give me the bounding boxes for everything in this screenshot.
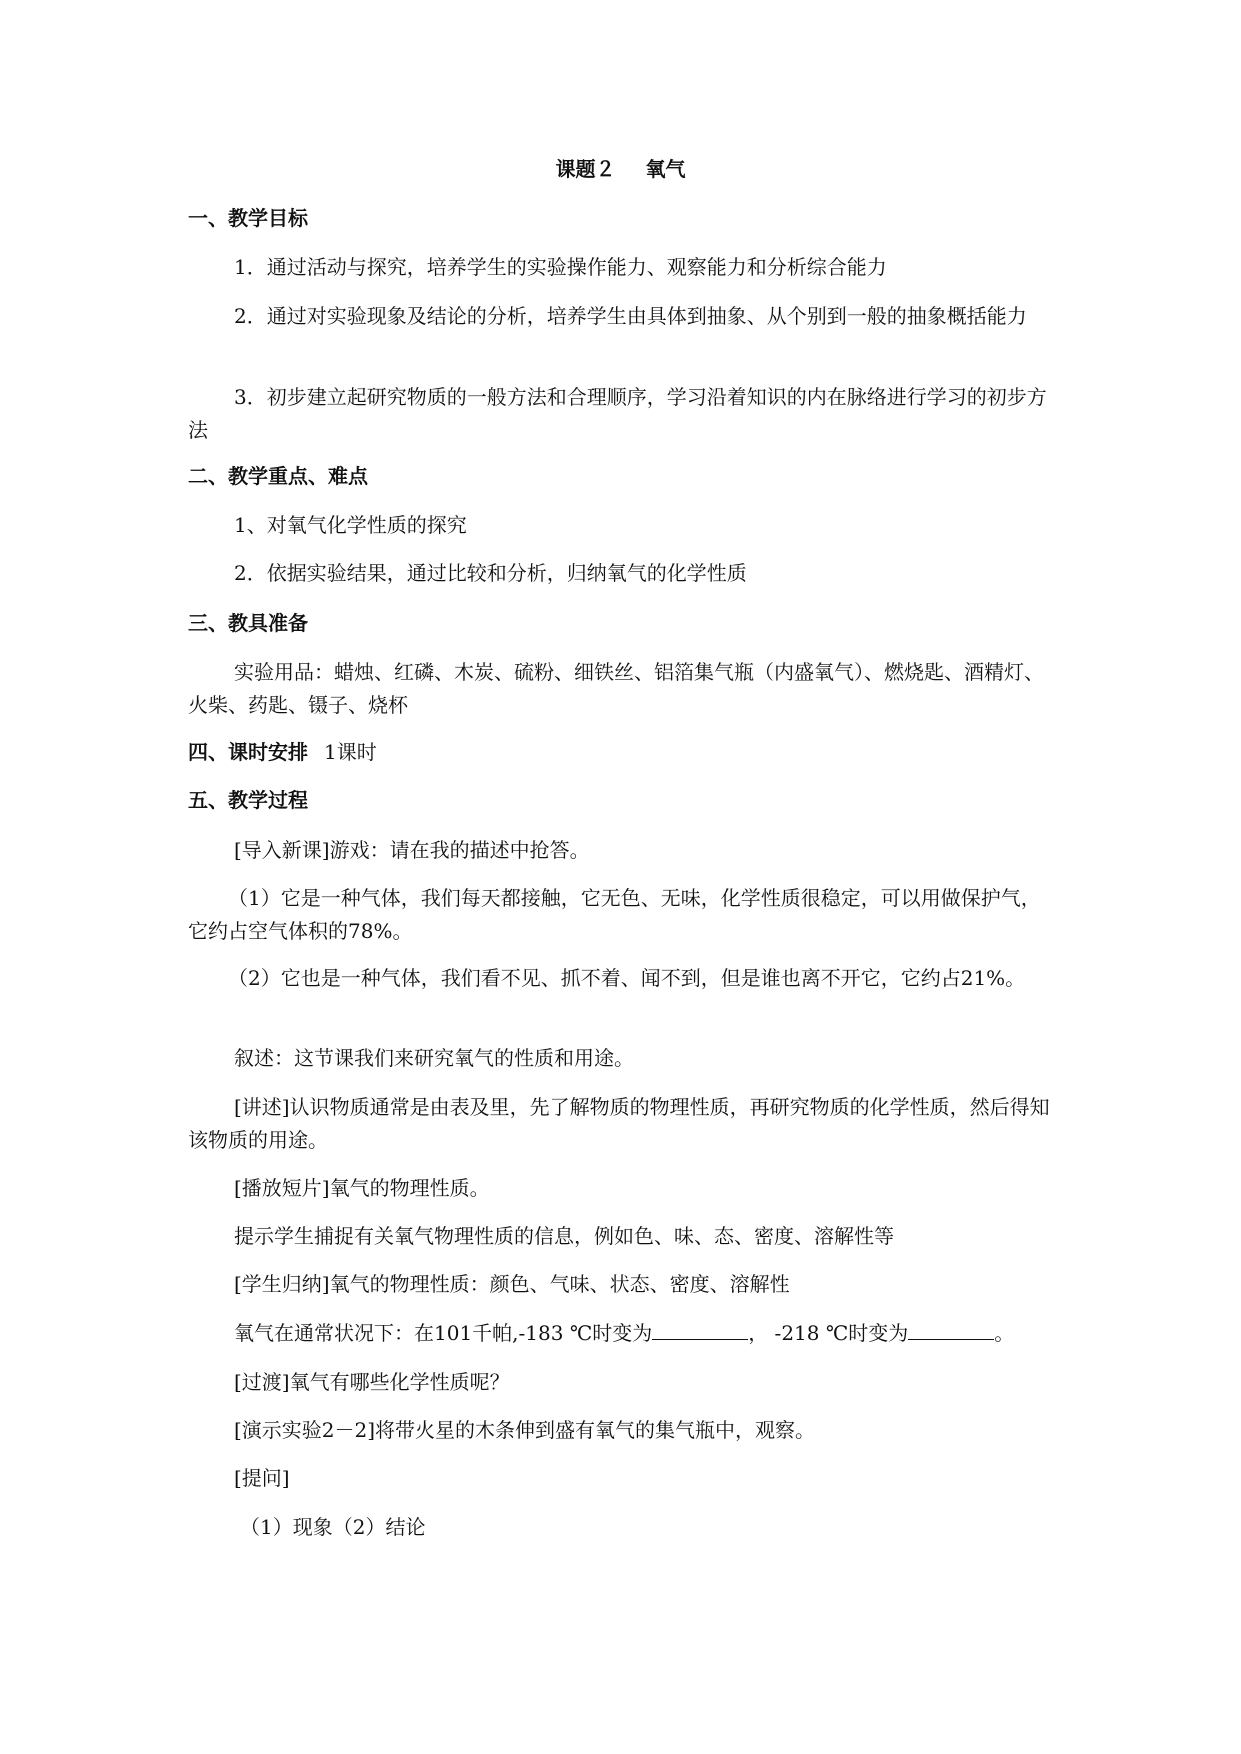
key-point-item: 1、对氧气化学性质的探究 — [234, 513, 467, 537]
fill-in-text: 。 — [994, 1321, 1015, 1345]
section-heading-objectives: 一、教学目标 — [188, 206, 308, 230]
fill-in-text: 氧气在通常状况下：在101千帕,-183 ℃时变为 — [234, 1321, 653, 1345]
fill-in-text: ， -218 ℃时变为 — [748, 1321, 909, 1345]
process-paragraph: [提问] — [234, 1466, 290, 1490]
title-topic: 氧气 — [645, 157, 686, 181]
process-paragraph: [学生归纳]氧气的物理性质：颜色、气味、状态、密度、溶解性 — [234, 1272, 790, 1296]
schedule-heading: 四、课时安排 — [188, 740, 308, 764]
objective-item: 1．通过活动与探究，培养学生的实验操作能力、观察能力和分析综合能力 — [234, 255, 887, 279]
answer-blank[interactable] — [908, 1321, 994, 1340]
key-point-item: 2．依据实验结果，通过比较和分析，归纳氧气的化学性质 — [234, 561, 747, 585]
process-paragraph: （1）它是一种气体，我们每天都接触，它无色、无味，化学性质很稳定，可以用做保护气，它约占空气体积的78%。 — [188, 886, 1041, 943]
process-paragraph: [播放短片]氧气的物理性质。 — [234, 1176, 490, 1200]
process-paragraph: （1）现象（2）结论 — [240, 1515, 426, 1539]
process-paragraph: （2）它也是一种气体，我们看不见、抓不着、闻不到，但是谁也离不开它，它约占21%。 — [228, 966, 1026, 990]
objective-item: 3．初步建立起研究物质的一般方法和合理顺序，学习沿着知识的内在脉络进行学习的初步方法 — [188, 385, 1047, 442]
objective-item: 2．通过对实验现象及结论的分析，培养学生由具体到抽象、从个别到一般的抽象概括能力 — [234, 304, 1027, 328]
section-heading-schedule — [188, 737, 377, 767]
materials-list: 实验用品：蜡烛、红磷、木炭、硫粉、细铁丝、铝箔集气瓶（内盛氧气）、燃烧匙、酒精灯、火柴、药匙、镊子、烧杯 — [188, 660, 1044, 717]
fill-in-sentence — [234, 1317, 1064, 1350]
title-label: 课题２ — [555, 157, 616, 181]
page-title — [0, 153, 1241, 182]
answer-blank[interactable] — [652, 1321, 748, 1340]
section-heading-key-points: 二、教学重点、难点 — [188, 464, 368, 488]
schedule-value: 1课时 — [324, 740, 377, 764]
section-heading-process: 五、教学过程 — [188, 788, 308, 812]
process-paragraph: 叙述：这节课我们来研究氧气的性质和用途。 — [234, 1046, 634, 1070]
process-paragraph: [演示实验2－2]将带火星的木条伸到盛有氧气的集气瓶中，观察。 — [234, 1418, 816, 1442]
process-paragraph: [过渡]氧气有哪些化学性质呢？ — [234, 1370, 510, 1394]
section-heading-materials: 三、教具准备 — [188, 611, 308, 635]
process-paragraph: 提示学生捕捉有关氧气物理性质的信息，例如色、味、态、密度、溶解性等 — [234, 1224, 894, 1248]
process-paragraph: [讲述]认识物质通常是由表及里，先了解物质的物理性质，再研究物质的化学性质，然后得知该物质的用途。 — [188, 1095, 1050, 1152]
process-paragraph: [导入新课]游戏：请在我的描述中抢答。 — [234, 838, 590, 862]
